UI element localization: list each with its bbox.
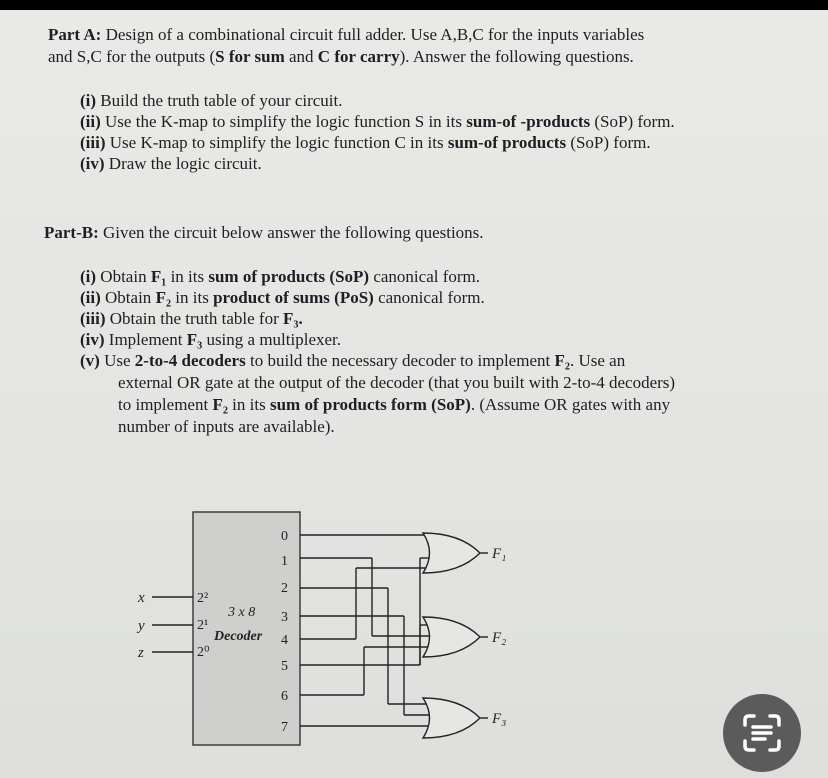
input-label-x: x — [138, 590, 145, 606]
output-label-1: 1 — [281, 554, 288, 569]
or-gate-f1 — [423, 533, 480, 573]
scan-text-button[interactable] — [723, 694, 801, 772]
input-label-z: z — [138, 645, 144, 661]
part-b-heading: Part-B: — [44, 223, 99, 242]
select-label-2-1: 2¹ — [197, 618, 209, 633]
part-b-question-5-line-4: number of inputs are available). — [118, 417, 335, 436]
document-page — [0, 10, 828, 778]
or-gate-f2 — [423, 617, 480, 657]
part-b-heading-line: Part-B: Given the circuit below answer the following questions. — [44, 223, 484, 242]
output-label-0: 0 — [281, 529, 288, 544]
part-b-question-3: (iii) Obtain the truth table for F₃. — [80, 309, 303, 328]
scan-text-icon — [740, 711, 784, 755]
part-b-question-2: (ii) Obtain F₂ in its product of sums (PoS) canonical form. — [80, 288, 485, 307]
function-label-f1: F₁ — [492, 546, 507, 562]
input-label-y: y — [138, 618, 145, 634]
part-a-question-4: (iv) Draw the logic circuit. — [80, 154, 262, 173]
part-a-line-1: Part A: Design of a combinational circuit full adder. Use A,B,C for the inputs variables — [48, 25, 645, 44]
decoder-circuit-diagram — [130, 505, 550, 750]
part-b-question-5-line-2: external OR gate at the output of the decoder (that you built with 2-to-4 decoders) — [118, 373, 676, 392]
part-b-question-4: (iv) Implement F₃ using a multiplexer. — [80, 330, 342, 349]
output-label-7: 7 — [281, 720, 288, 735]
output-label-2: 2 — [281, 581, 288, 596]
part-a-line-2: and S,C for the outputs (S for sum and C for carry). Answer the following questions. — [48, 47, 634, 66]
part-a-question-1: (i) Build the truth table of your circuit. — [80, 91, 343, 110]
output-label-5: 5 — [281, 659, 288, 674]
part-a-question-2: (ii) Use the K-map to simplify the logic function S in its sum-of -products (SoP) form. — [80, 112, 675, 131]
select-label-2-0: 2⁰ — [197, 645, 210, 660]
part-b-question-1: (i) Obtain F₁ in its sum of products (SoP) canonical form. — [80, 267, 481, 286]
part-b-question-5: (v) Use 2-to-4 decoders to build the necessary decoder to implement F₂. Use an — [80, 351, 626, 370]
decoder-size-label: 3 x 8 — [228, 605, 256, 620]
function-label-f2: F₂ — [492, 630, 507, 646]
decoder-name-label: Decoder — [214, 629, 263, 644]
output-label-3: 3 — [281, 610, 288, 625]
part-b-question-5-line-3: to implement F₂ in its sum of products form (SoP). (Assume OR gates with any — [118, 395, 671, 414]
output-label-4: 4 — [281, 633, 288, 648]
function-label-f3: F₃ — [492, 711, 507, 727]
part-a-heading: Part A: — [48, 25, 102, 44]
select-label-2-2: 2² — [197, 591, 209, 606]
or-gate-f3 — [423, 698, 480, 738]
output-label-6: 6 — [281, 689, 288, 704]
part-a-question-3: (iii) Use K-map to simplify the logic function C in its sum-of products (SoP) form. — [80, 133, 651, 152]
